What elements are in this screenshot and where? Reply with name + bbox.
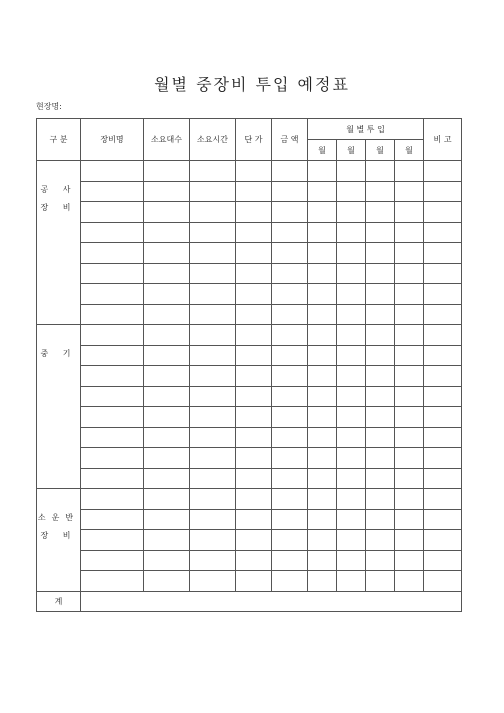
table-cell[interactable] (308, 345, 337, 366)
table-cell[interactable] (190, 530, 236, 551)
table-cell[interactable] (395, 448, 424, 469)
table-cell[interactable] (272, 181, 308, 202)
table-cell[interactable] (272, 366, 308, 387)
table-cell[interactable] (81, 202, 144, 223)
table-cell[interactable] (272, 202, 308, 223)
table-cell[interactable] (424, 243, 462, 264)
table-cell[interactable] (144, 263, 190, 284)
table-cell[interactable] (272, 530, 308, 551)
table-cell[interactable] (337, 489, 366, 510)
header-month: 월 (337, 140, 366, 161)
table-cell[interactable] (337, 304, 366, 325)
table-cell[interactable] (337, 366, 366, 387)
total-row (37, 591, 462, 612)
table-cell[interactable] (190, 222, 236, 243)
table-cell[interactable] (424, 222, 462, 243)
table-cell[interactable] (395, 468, 424, 489)
table-cell[interactable] (395, 263, 424, 284)
table-cell[interactable] (236, 263, 272, 284)
table-row (37, 345, 462, 366)
table-cell[interactable] (144, 386, 190, 407)
table-cell[interactable] (366, 386, 395, 407)
table-cell[interactable] (81, 263, 144, 284)
table-cell[interactable] (236, 386, 272, 407)
table-cell[interactable] (190, 366, 236, 387)
table-cell[interactable] (236, 407, 272, 428)
table-body (37, 161, 462, 612)
table-cell[interactable] (366, 407, 395, 428)
table-cell[interactable] (236, 345, 272, 366)
table-cell[interactable] (395, 366, 424, 387)
table-row (37, 489, 462, 510)
header-equipment-name: 장비명 (81, 119, 144, 161)
table-cell[interactable] (81, 345, 144, 366)
table-row (37, 571, 462, 592)
table-cell[interactable] (337, 509, 366, 530)
table-cell[interactable] (424, 386, 462, 407)
table-cell[interactable] (272, 325, 308, 346)
table-cell[interactable] (308, 550, 337, 571)
document-title: 월별 중장비 투입 예정표 (154, 75, 350, 94)
table-cell[interactable] (144, 571, 190, 592)
header-remarks: 비 고 (424, 119, 462, 161)
table-cell[interactable] (337, 263, 366, 284)
table-cell[interactable] (424, 202, 462, 223)
table-cell[interactable] (395, 181, 424, 202)
table-cell[interactable] (236, 448, 272, 469)
table-cell[interactable] (424, 448, 462, 469)
header-month: 월 (308, 140, 337, 161)
table-cell[interactable] (366, 263, 395, 284)
table-cell[interactable] (272, 571, 308, 592)
group-label-line: 장 비 (40, 531, 77, 540)
table-cell[interactable] (190, 427, 236, 448)
table-cell[interactable] (424, 284, 462, 305)
table-row (37, 202, 462, 223)
group-label-cell (37, 161, 81, 325)
table-cell[interactable] (424, 427, 462, 448)
table-row (37, 304, 462, 325)
table-cell[interactable] (81, 530, 144, 551)
table-cell[interactable] (395, 243, 424, 264)
table-cell[interactable] (81, 181, 144, 202)
equipment-schedule-table (36, 118, 462, 612)
table-cell[interactable] (144, 489, 190, 510)
table-cell[interactable] (81, 550, 144, 571)
table-cell[interactable] (308, 284, 337, 305)
table-cell[interactable] (190, 263, 236, 284)
table-cell[interactable] (81, 243, 144, 264)
table-row (37, 509, 462, 530)
table-cell[interactable] (272, 161, 308, 182)
table-cell[interactable] (366, 202, 395, 223)
table-cell[interactable] (337, 530, 366, 551)
table-cell[interactable] (190, 386, 236, 407)
header-required-hours: 소요시간 (190, 119, 236, 161)
table-cell[interactable] (190, 161, 236, 182)
table-cell[interactable] (337, 427, 366, 448)
site-name-label: 현장명: (36, 102, 62, 111)
table-cell[interactable] (144, 530, 190, 551)
table-cell[interactable] (81, 427, 144, 448)
table-cell[interactable] (337, 202, 366, 223)
table-cell[interactable] (144, 366, 190, 387)
table-cell[interactable] (190, 509, 236, 530)
table-cell[interactable] (424, 325, 462, 346)
table-cell[interactable] (236, 571, 272, 592)
table-cell[interactable] (337, 243, 366, 264)
table-cell[interactable] (308, 407, 337, 428)
table-cell[interactable] (395, 202, 424, 223)
table-row (37, 530, 462, 551)
table-cell[interactable] (144, 345, 190, 366)
table-row (37, 448, 462, 469)
table-cell[interactable] (81, 571, 144, 592)
header-category: 구 분 (37, 119, 81, 161)
table-cell[interactable] (272, 407, 308, 428)
table-cell[interactable] (236, 222, 272, 243)
header-monthly-input: 월 별 투 입 (308, 119, 424, 140)
header-unit-price: 단 가 (236, 119, 272, 161)
group-label-line: 중 기 (40, 349, 77, 358)
table-cell[interactable] (272, 263, 308, 284)
table-cell[interactable] (424, 509, 462, 530)
header-month: 월 (366, 140, 395, 161)
table-cell[interactable] (236, 489, 272, 510)
table-row (37, 468, 462, 489)
table-cell[interactable] (395, 530, 424, 551)
table-row (37, 161, 462, 182)
table-cell[interactable] (424, 468, 462, 489)
table-cell[interactable] (190, 571, 236, 592)
table-cell[interactable] (308, 304, 337, 325)
table-cell[interactable] (366, 366, 395, 387)
table-cell[interactable] (395, 161, 424, 182)
table-cell[interactable] (366, 345, 395, 366)
table-cell[interactable] (81, 407, 144, 428)
table-cell[interactable] (236, 427, 272, 448)
table-cell[interactable] (308, 489, 337, 510)
table-cell[interactable] (144, 161, 190, 182)
table-cell[interactable] (272, 386, 308, 407)
table-cell[interactable] (272, 509, 308, 530)
table-cell[interactable] (236, 468, 272, 489)
table-cell[interactable] (81, 468, 144, 489)
table-cell[interactable] (272, 468, 308, 489)
table-cell[interactable] (395, 509, 424, 530)
table-cell[interactable] (308, 161, 337, 182)
table-cell[interactable] (81, 304, 144, 325)
table-cell[interactable] (337, 325, 366, 346)
table-cell[interactable] (308, 530, 337, 551)
table-cell[interactable] (424, 489, 462, 510)
header-required-units: 소요대수 (144, 119, 190, 161)
table-cell[interactable] (81, 222, 144, 243)
table-cell[interactable] (190, 243, 236, 264)
table-cell[interactable] (144, 448, 190, 469)
table-cell[interactable] (144, 468, 190, 489)
table-cell[interactable] (81, 161, 144, 182)
table-cell[interactable] (81, 386, 144, 407)
table-row (37, 550, 462, 571)
table-cell[interactable] (366, 284, 395, 305)
table-cell[interactable] (308, 243, 337, 264)
table-cell[interactable] (337, 345, 366, 366)
table-cell[interactable] (424, 366, 462, 387)
table-cell[interactable] (308, 571, 337, 592)
table-cell[interactable] (395, 386, 424, 407)
table-cell[interactable] (272, 489, 308, 510)
total-label: 계 (37, 591, 81, 612)
table-cell[interactable] (190, 345, 236, 366)
table-cell[interactable] (190, 304, 236, 325)
header-amount: 금 액 (272, 119, 308, 161)
table-cell[interactable] (395, 222, 424, 243)
table-row (37, 181, 462, 202)
table-cell[interactable] (366, 325, 395, 346)
table-cell[interactable] (366, 181, 395, 202)
table-cell[interactable] (395, 550, 424, 571)
table-cell[interactable] (236, 202, 272, 223)
table-cell[interactable] (395, 489, 424, 510)
table-row (37, 284, 462, 305)
table-cell[interactable] (337, 448, 366, 469)
table-cell[interactable] (190, 202, 236, 223)
table-cell[interactable] (366, 468, 395, 489)
table-cell[interactable] (337, 407, 366, 428)
table-row (37, 386, 462, 407)
table-cell[interactable] (395, 571, 424, 592)
table-cell[interactable] (424, 571, 462, 592)
table-cell[interactable] (81, 366, 144, 387)
table-cell[interactable] (337, 181, 366, 202)
table-cell[interactable] (424, 263, 462, 284)
table-row (37, 325, 462, 346)
table-cell[interactable] (272, 550, 308, 571)
table-cell[interactable] (337, 284, 366, 305)
table-cell[interactable] (366, 571, 395, 592)
table-cell[interactable] (236, 181, 272, 202)
table-cell[interactable] (424, 161, 462, 182)
group-label-cell (37, 325, 81, 489)
table-cell[interactable] (308, 509, 337, 530)
table-cell[interactable] (144, 243, 190, 264)
table-cell[interactable] (190, 550, 236, 571)
table-cell[interactable] (190, 325, 236, 346)
table-cell[interactable] (190, 284, 236, 305)
table-cell[interactable] (424, 304, 462, 325)
table-cell[interactable] (236, 304, 272, 325)
table-cell[interactable] (144, 509, 190, 530)
table-cell[interactable] (272, 427, 308, 448)
table-cell[interactable] (81, 489, 144, 510)
table-row (37, 243, 462, 264)
table-cell[interactable] (366, 530, 395, 551)
table-cell[interactable] (190, 448, 236, 469)
table-row (37, 263, 462, 284)
table-cell[interactable] (366, 161, 395, 182)
table-cell[interactable] (81, 448, 144, 469)
table-cell[interactable] (236, 284, 272, 305)
table-cell[interactable] (366, 304, 395, 325)
table-cell[interactable] (395, 284, 424, 305)
group-label-cell (37, 489, 81, 592)
table-cell[interactable] (308, 427, 337, 448)
table-cell[interactable] (308, 263, 337, 284)
table-cell[interactable] (337, 468, 366, 489)
table-cell[interactable] (337, 571, 366, 592)
table-row (37, 222, 462, 243)
table-cell[interactable] (190, 489, 236, 510)
table-cell[interactable] (395, 407, 424, 428)
table-cell[interactable] (308, 468, 337, 489)
table-cell[interactable] (144, 550, 190, 571)
table-cell[interactable] (366, 427, 395, 448)
table-cell[interactable] (81, 284, 144, 305)
table-row (37, 366, 462, 387)
table-cell[interactable] (144, 202, 190, 223)
table-cell[interactable] (366, 509, 395, 530)
table-cell[interactable] (366, 243, 395, 264)
table-cell[interactable] (308, 222, 337, 243)
table-cell[interactable] (308, 448, 337, 469)
table-cell[interactable] (424, 407, 462, 428)
table-cell[interactable] (308, 181, 337, 202)
table-cell[interactable] (236, 509, 272, 530)
table-cell[interactable] (272, 222, 308, 243)
table-cell[interactable] (395, 304, 424, 325)
table-cell[interactable] (272, 345, 308, 366)
group-label-line: 소운반 (37, 513, 80, 522)
table-cell[interactable] (366, 448, 395, 469)
table-cell[interactable] (236, 243, 272, 264)
table-cell[interactable] (337, 222, 366, 243)
table-cell[interactable] (190, 181, 236, 202)
table-cell[interactable] (236, 530, 272, 551)
table-cell[interactable] (424, 550, 462, 571)
table-cell[interactable] (424, 345, 462, 366)
table-cell[interactable] (81, 325, 144, 346)
table-cell[interactable] (144, 181, 190, 202)
table-cell[interactable] (144, 284, 190, 305)
table-cell[interactable] (395, 325, 424, 346)
table-cell[interactable] (144, 325, 190, 346)
table-cell[interactable] (308, 386, 337, 407)
table-cell[interactable] (272, 284, 308, 305)
header-month: 월 (395, 140, 424, 161)
table-cell[interactable] (395, 427, 424, 448)
table-cell[interactable] (308, 325, 337, 346)
table-cell[interactable] (144, 427, 190, 448)
table-cell[interactable] (366, 489, 395, 510)
table-cell[interactable] (236, 550, 272, 571)
group-label-line: 장 비 (40, 203, 77, 212)
table-cell[interactable] (236, 366, 272, 387)
table-cell[interactable] (190, 468, 236, 489)
table-row (37, 427, 462, 448)
table-cell[interactable] (308, 202, 337, 223)
table-cell[interactable] (272, 448, 308, 469)
table-cell[interactable] (236, 325, 272, 346)
table-cell[interactable] (144, 304, 190, 325)
table-cell[interactable] (81, 509, 144, 530)
table-cell[interactable] (144, 222, 190, 243)
table-cell[interactable] (366, 222, 395, 243)
table-cell[interactable] (424, 530, 462, 551)
table-cell[interactable] (395, 345, 424, 366)
group-label-line: 공 사 (40, 185, 77, 194)
table-cell[interactable] (272, 304, 308, 325)
table-cell[interactable] (144, 407, 190, 428)
table-cell[interactable] (366, 550, 395, 571)
total-value-cell[interactable] (81, 591, 462, 612)
table-cell[interactable] (236, 161, 272, 182)
table-cell[interactable] (337, 161, 366, 182)
table-cell[interactable] (272, 243, 308, 264)
table-cell[interactable] (424, 181, 462, 202)
table-cell[interactable] (337, 550, 366, 571)
table-cell[interactable] (308, 366, 337, 387)
table-row (37, 407, 462, 428)
table-cell[interactable] (190, 407, 236, 428)
table-cell[interactable] (337, 386, 366, 407)
